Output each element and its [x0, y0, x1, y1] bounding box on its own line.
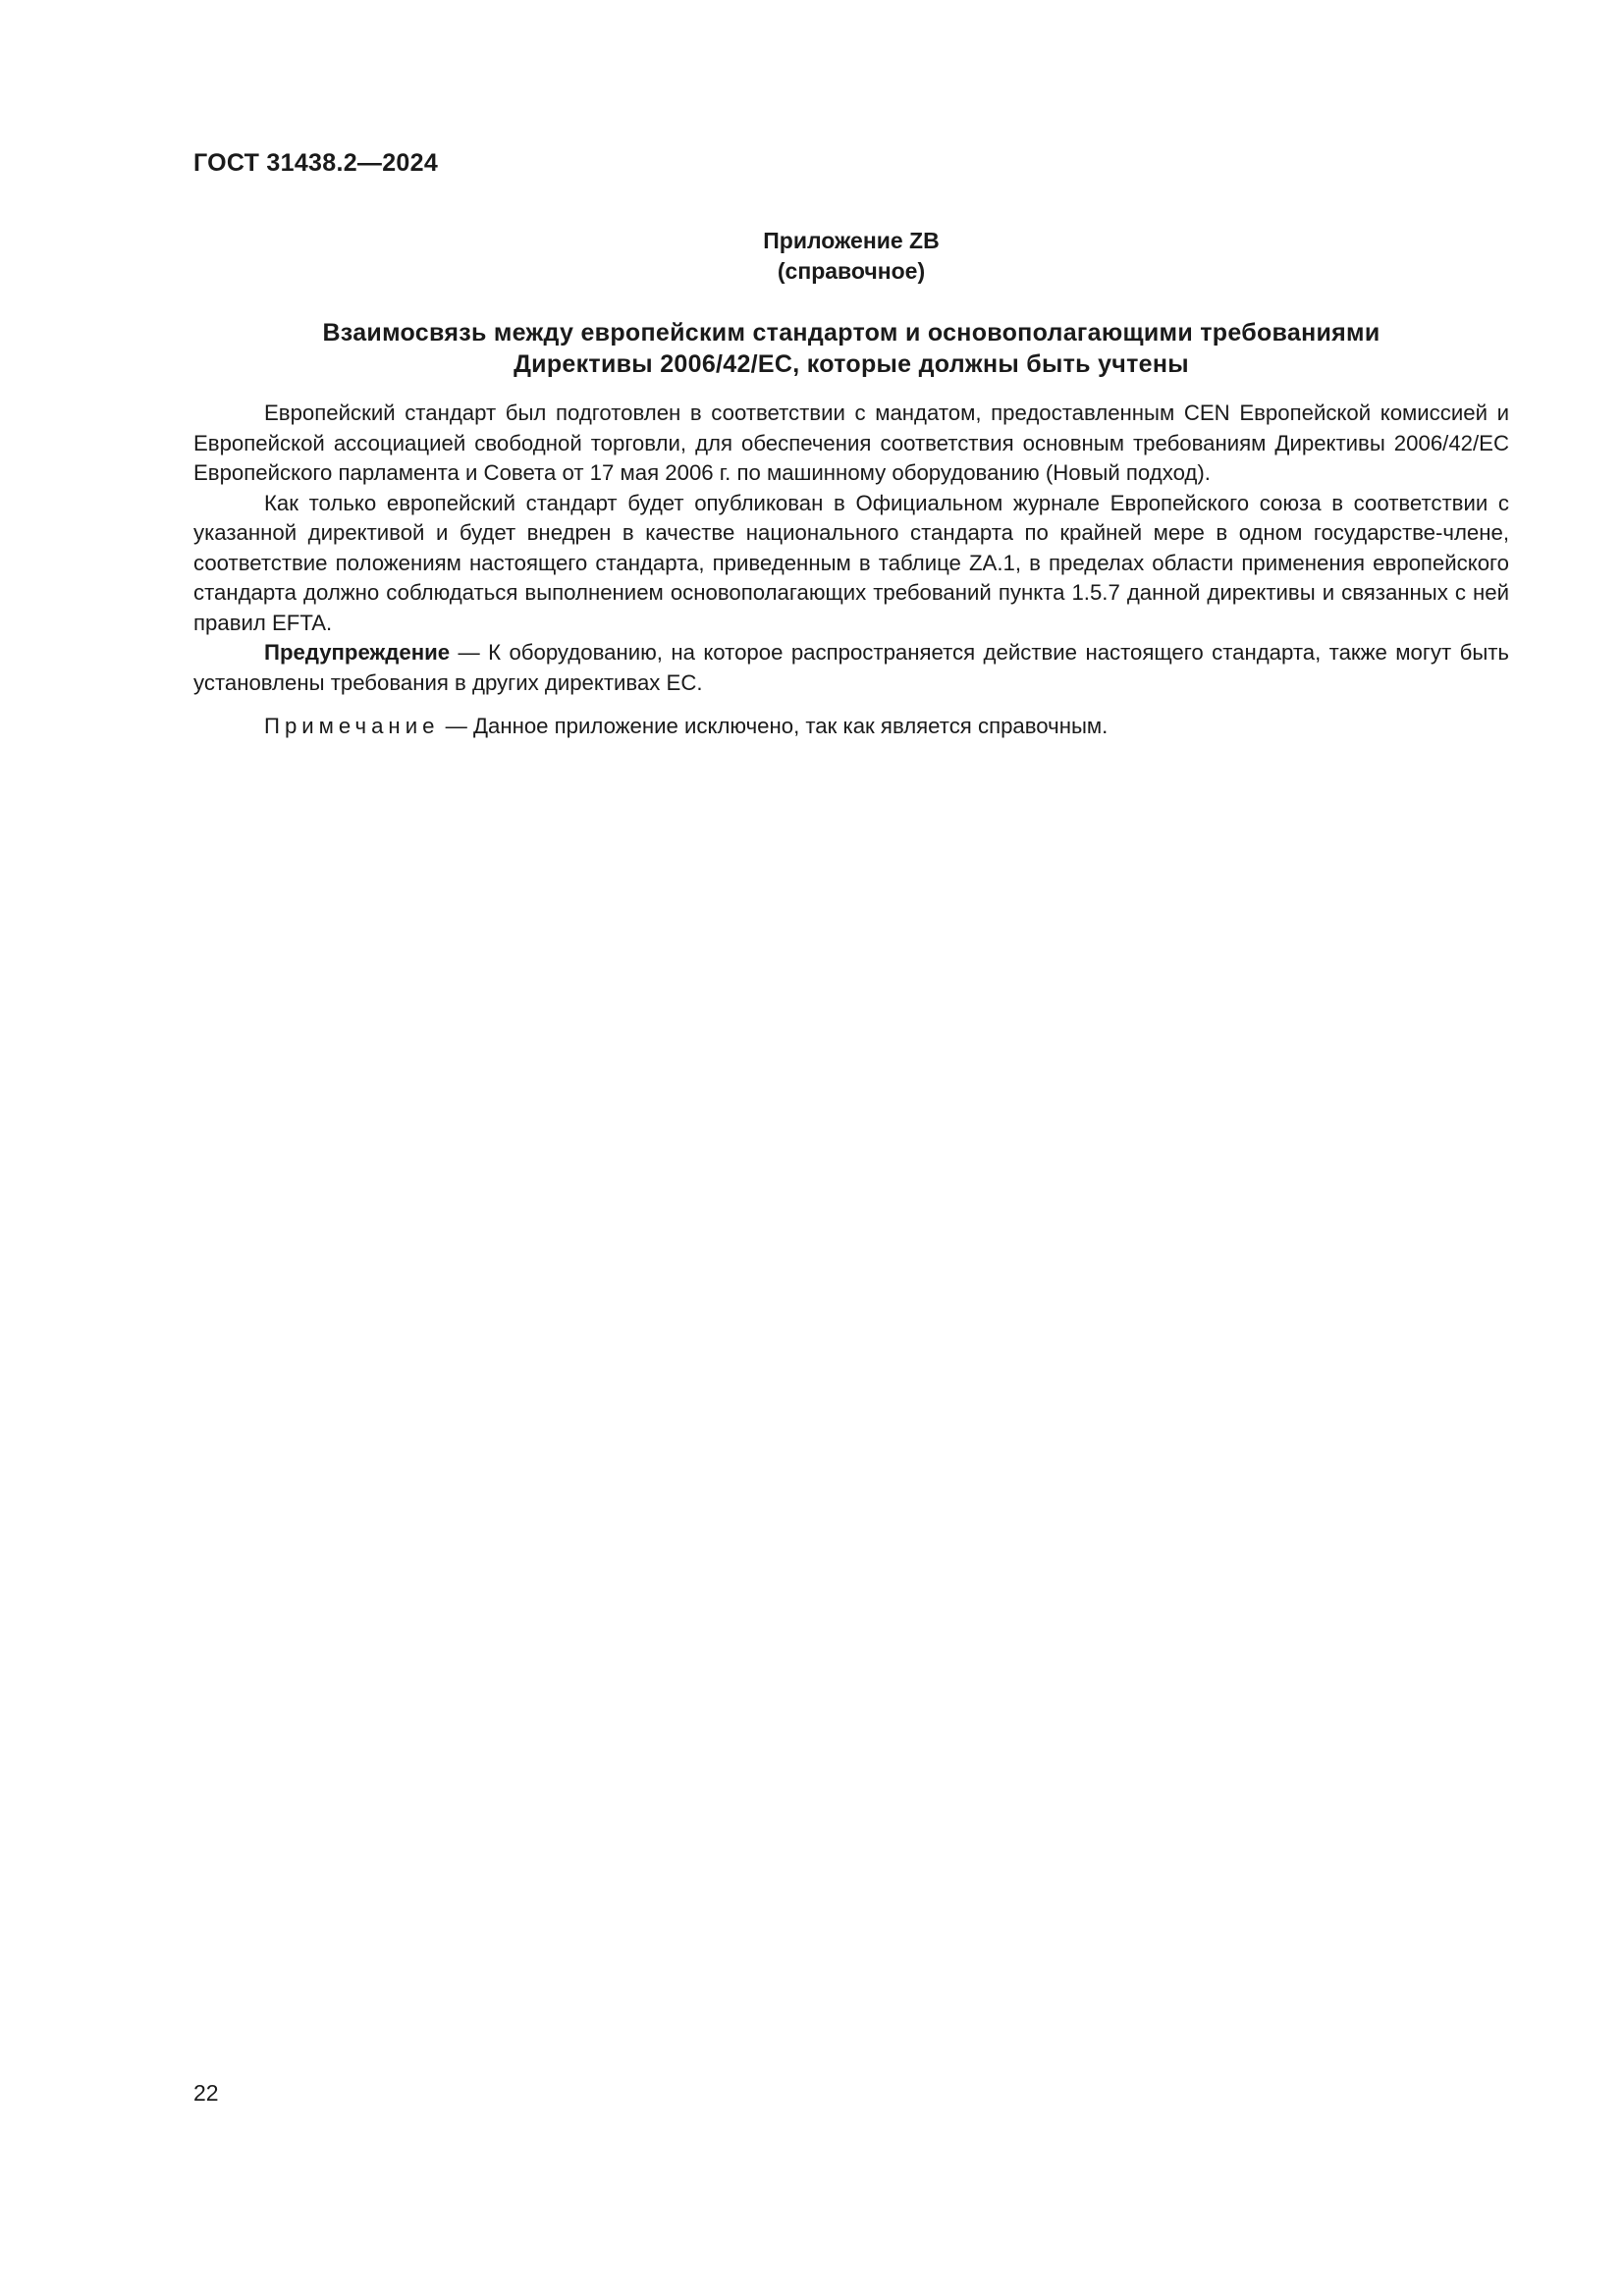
note-text: — Данное приложение исключено, так как является справочным. [439, 714, 1109, 738]
paragraph-note [193, 712, 1509, 742]
annex-title-line-2: Директивы 2006/42/ЕС, которые должны быть учтены [514, 350, 1189, 378]
paragraph-mandate: Европейский стандарт был подготовлен в соответствии с мандатом, предоставленным CEN Европейской комиссией и Европейской ассоциацией свободной торговли, для обеспечения соответствия основным требованиям Директивы 2006/42/ЕС Европейского парламента и Совета от 17 мая 2006 г. по машинному оборудованию (Новый подход). [193, 400, 1509, 485]
annex-heading [193, 226, 1509, 287]
paragraph-publication: Как только европейский стандарт будет опубликован в Официальном журнале Европейского союза в соответствии с указанной директивой и будет внедрен в качестве национального стандарта по крайней мере в одном государстве-члене, соответствие положениям настоящего стандарта, приведенным в таблице ZA.1, в пределах области применения европейского стандарта должно соблюдаться выполнением основополагающих требований пункта 1.5.7 данной директивы и связанных с ней правил EFTA. [193, 490, 1509, 635]
document-code: ГОСТ 31438.2—2024 [193, 149, 439, 177]
warning-text: — К оборудованию, на которое распространяется действие настоящего стандарта, также могут быть установлены требования в других директивах ЕС. [193, 640, 1509, 695]
annex-label: Приложение ZB [763, 228, 940, 253]
note-label: Примечание [264, 714, 440, 738]
annex-status: (справочное) [777, 258, 926, 284]
annex-title [193, 317, 1509, 380]
annex-body [193, 399, 1509, 742]
page-number: 22 [193, 2080, 219, 2106]
paragraph-warning [193, 638, 1509, 698]
annex-title-line-1: Взаимосвязь между европейским стандартом и основополагающими требованиями [322, 319, 1380, 347]
warning-label: Предупреждение [264, 640, 451, 665]
